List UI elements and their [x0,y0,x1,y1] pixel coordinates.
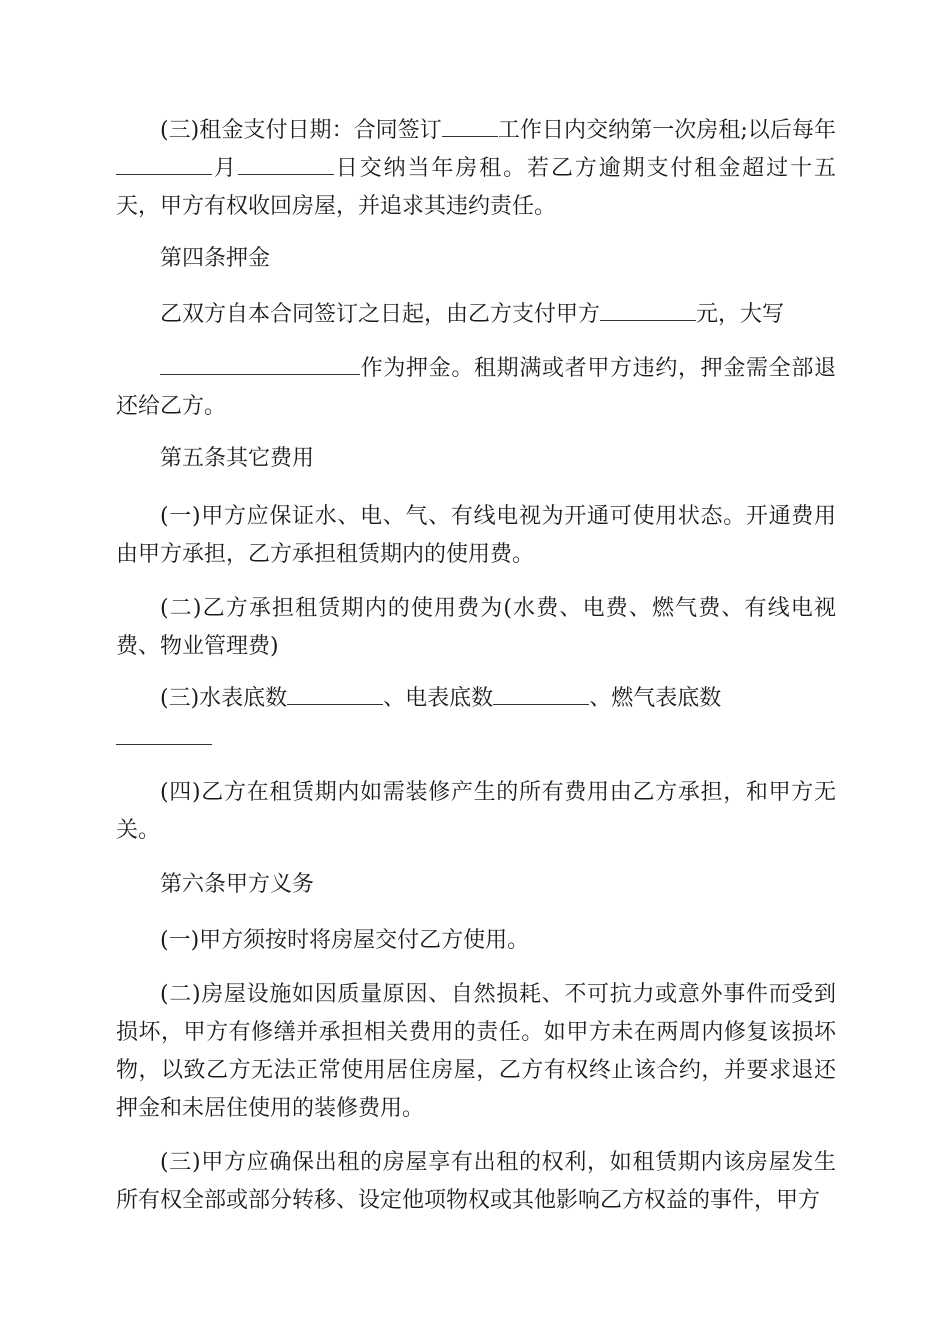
deposit-amount-line: 乙双方自本合同签订之日起，由乙方支付甲方 元，大写 [160,296,840,334]
gas-meter-blank-line [116,720,836,758]
blank-day [238,150,334,175]
blank-workdays [442,112,498,137]
blank-month [116,150,212,175]
blank-deposit-amount [600,296,696,321]
article-6-heading: 第六条甲方义务 [160,872,315,897]
rent-payment-date-clause: (三)租金支付日期：合同签订 工作日内交纳第一次房租;以后每年月 日交纳当年房租。若乙方逾期支付租金超过十五天，甲方有权收回房屋，并追求其违约责任。 [116,112,836,226]
blank-water-meter [287,680,383,705]
deposit-clause: 作为押金。租期满或者甲方违约，押金需全部退还给乙方。 [116,350,836,426]
utilities-clause-2: (二)乙方承担租赁期内的使用费为(水费、电费、燃气费、有线电视费、物业管理费) [116,596,836,659]
blank-gas-meter [116,720,212,745]
article-4-heading: 第四条押金 [160,246,271,271]
meter-readings-line: (三)水表底数 、电表底数 、燃气表底数 [160,680,840,718]
renovation-clause: (四)乙方在租赁期内如需装修产生的所有费用由乙方承担，和甲方无关。 [116,780,836,843]
utilities-clause-1: (一)甲方应保证水、电、气、有线电视为开通可使用状态。开通费用由甲方承担，乙方承担租赁期内的使用费。 [116,504,836,567]
landlord-duty-3: (三)甲方应确保出租的房屋享有出租的权利，如租赁期内该房屋发生所有权全部或部分转移、设定他项物权或其他影响乙方权益的事件，甲方 [116,1150,836,1213]
landlord-duty-2: (二)房屋设施如因质量原因、自然损耗、不可抗力或意外事件而受到损坏，甲方有修缮并承担相关费用的责任。如甲方未在两周内修复该损坏物，以致乙方无法正常使用居住房屋，乙方有权终止该合约，并要求退还押金和未居住使用的装修费用。 [116,982,836,1121]
blank-electric-meter [493,680,589,705]
article-5-heading: 第五条其它费用 [160,446,315,471]
landlord-duty-1: (一)甲方须按时将房屋交付乙方使用。 [160,928,530,953]
blank-deposit-capital [160,350,360,375]
